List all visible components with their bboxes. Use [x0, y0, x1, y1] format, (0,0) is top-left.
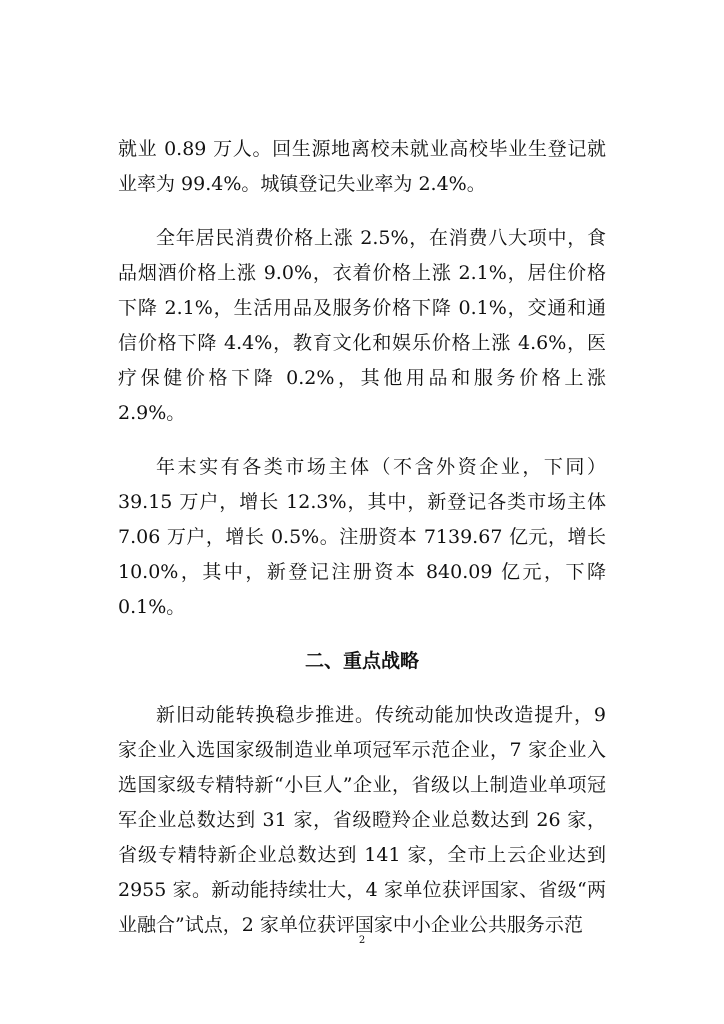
paragraph-consumer-prices: 全年居民消费价格上涨 2.5%，在消费八大项中，食品烟酒价格上涨 9.0%，衣着价格上涨 2.1%，居住价格下降 2.1%，生活用品及服务价格下降 0.1%，交通和通信价格下降 4.4%，教育文化和娱乐价格上涨 4.6%，医疗保健价格下降 0.2%，其他用品和服务价格上涨 2.9%。 — [118, 227, 606, 424]
paragraph-employment: 就业 0.89 万人。回生源地离校未就业高校毕业生登记就业率为 99.4%。城镇登记失业率为 2.4%。 — [118, 138, 606, 195]
page-number: 2 — [358, 935, 366, 946]
section-heading: 二、重点战略 — [304, 650, 419, 672]
paragraph-new-old-momentum: 新旧动能转换稳步推进。传统动能加快改造提升，9 家企业入选国家级制造业单项冠军示范企业，7 家企业入选国家级专精特新“小巨人”企业，省级以上制造业单项冠军企业总数达到 31 家，省级瞪羚企业总数达到 26 家，省级专精特新企业总数达到 141 家，全市上云企业达到 2955 家。新动能持续壮大，4 家单位获评国家、省级“两业融合”试点，2 家单位获评国家中小企业公共服务示范 — [118, 704, 606, 936]
paragraph-market-entities: 年末实有各类市场主体（不含外资企业，下同）39.15 万户，增长 12.3%，其中，新登记各类市场主体 7.06 万户，增长 0.5%。注册资本 7139.67 亿元，增长 10.0%，其中，新登记注册资本 840.09 亿元，下降 0.1%。 — [118, 456, 606, 618]
body-text — [118, 132, 606, 943]
